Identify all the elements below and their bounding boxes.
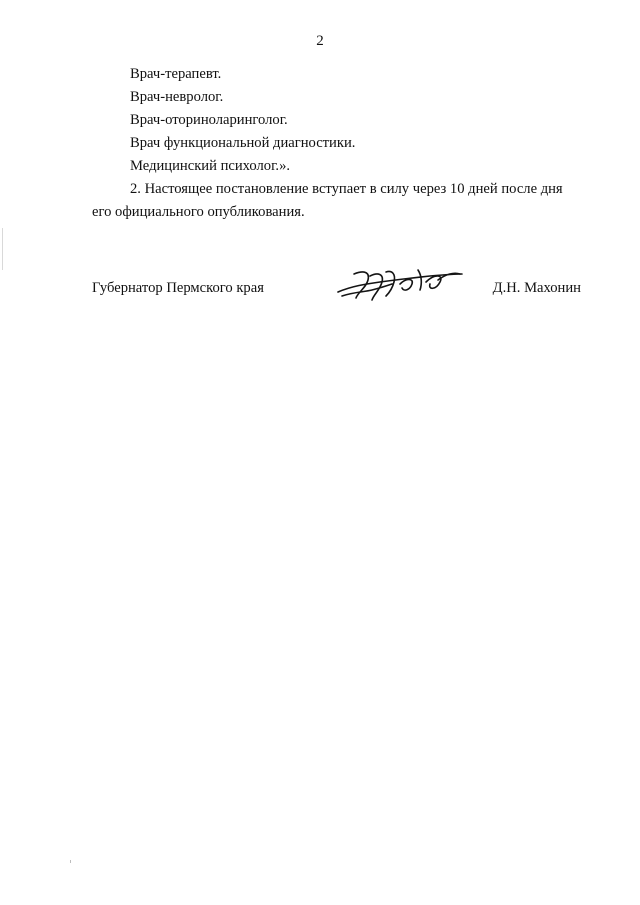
- scan-dot-mark: [70, 860, 71, 863]
- signatory-title: Губернатор Пермского края: [92, 280, 264, 296]
- paragraph-line: 2. Настоящее постановление вступает в силу через 10 дней после дня: [130, 181, 563, 197]
- handwritten-signature: [334, 262, 466, 306]
- list-item: Врач-невролог.: [130, 89, 224, 105]
- list-item: Медицинский психолог.».: [130, 158, 291, 174]
- list-item: Врач-терапевт.: [130, 66, 222, 82]
- list-item: Врач-оториноларинголог.: [130, 112, 288, 128]
- scan-margin-mark: [2, 228, 3, 270]
- page-number: 2: [316, 33, 324, 49]
- signatory-name: Д.Н. Махонин: [492, 280, 581, 296]
- paragraph-line: его официального опубликования.: [92, 204, 305, 220]
- list-item: Врач функциональной диагностики.: [130, 135, 356, 151]
